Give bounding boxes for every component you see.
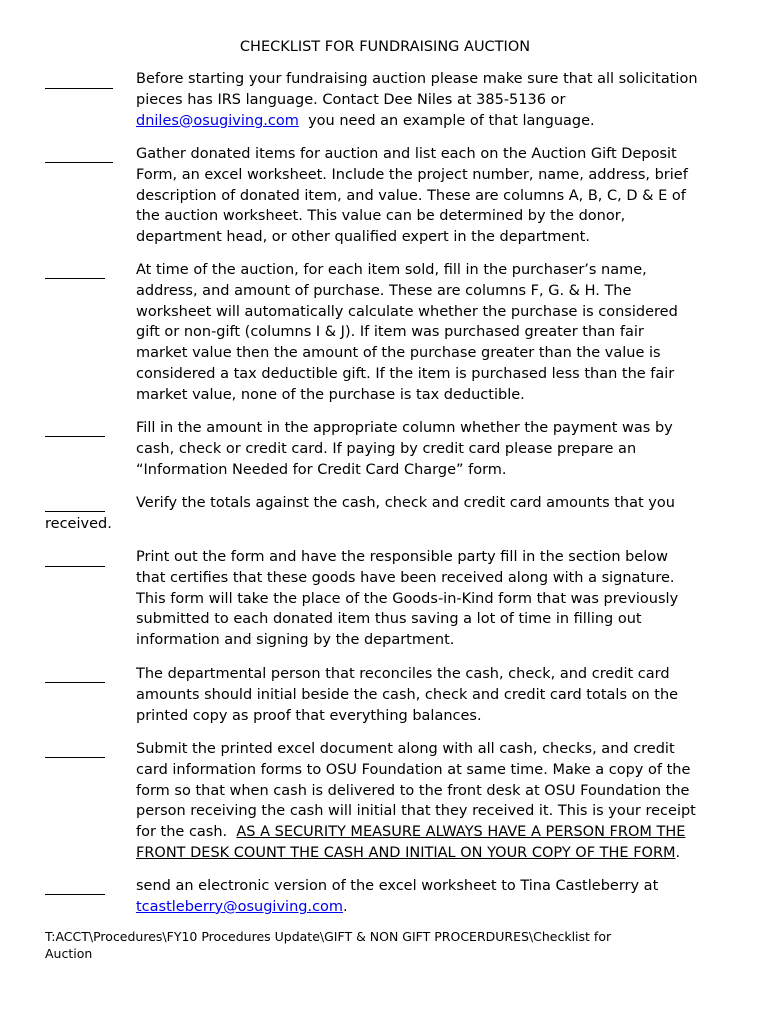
footer-line: T:ACCT\Procedures\FY10 Procedures Update\GIFT & NON GIFT PROCERDURES\Checklist for [45,929,612,944]
item-text-line: that certifies that these goods have been received along with a signature. [136,569,675,586]
checkbox-blank-8[interactable] [45,757,105,758]
item-text-line: the auction worksheet. This value can be determined by the donor, [136,208,626,225]
item-text-line: submitted to each donated item thus saving a lot of time in filling out [136,611,642,628]
checkbox-blank-6[interactable] [45,566,105,567]
item-text-line: pieces has IRS language. Contact Dee Niles at 385-5136 or [136,91,566,108]
item-text-segment: . [343,898,348,915]
item-text-line: market value, none of the purchase is tax deductible. [136,386,525,403]
checkbox-blank-9[interactable] [45,894,105,895]
item-text-line: printed copy as proof that everything balances. [136,707,482,724]
item-text-line: person receiving the cash will initial that they received it. This is your receipt [136,803,696,820]
item-text-line: “Information Needed for Credit Card Charge” form. [136,461,507,478]
checklist-item-7 [136,664,736,726]
item-text-line: Print out the form and have the responsible party fill in the section below [136,549,669,565]
item-text-line: description of donated item, and value. These are columns A, B, C, D & E of [136,187,686,204]
item-text-line: Submit the printed excel document along with all cash, checks, and credit [136,741,675,757]
checklist-item-6 [136,547,736,651]
item-text-line: worksheet will automatically calculate whether the purchase is considered [136,303,678,320]
item-text-line: gift or non-gift (columns I & J). If item was purchased greater than fair [136,324,644,341]
checkbox-blank-5[interactable] [45,511,105,512]
checklist-item-4 [136,418,736,480]
item-text-line: considered a tax deductible gift. If the item is purchased less than the fair [136,365,675,382]
email-link-dniles[interactable]: dniles@osugiving.com [136,112,299,129]
item-text-line: This form will take the place of the Goods-in-Kind form that was previously [136,590,679,607]
item-text-line: Verify the totals against the cash, check and credit card amounts that you [136,495,675,511]
checklist-item-5 [136,493,736,514]
item-text-line: The departmental person that reconciles the cash, check, and credit card [136,666,670,682]
checkbox-blank-7[interactable] [45,682,105,683]
checkbox-blank-1[interactable] [45,88,113,89]
item-text-segment: . [675,844,681,861]
item-text-line: amounts should initial beside the cash, check and credit card totals on the [136,686,679,703]
item-text-line: cash, check or credit card. If paying by credit card please prepare an [136,440,637,457]
security-notice-underlined: FRONT DESK COUNT THE CASH AND INITIAL ON YOUR COPY OF THE FORM [136,844,676,861]
item-text-segment: for the cash. [136,824,237,841]
item-text-segment: you need an example of that language. [298,112,595,129]
email-link-tcastleberry[interactable]: tcastleberry@osugiving.com [136,898,344,915]
item-text-line: address, and amount of purchase. These are columns F, G. & H. The [136,282,632,299]
item-text-line: send an electronic version of the excel worksheet to Tina Castleberry at [136,878,659,894]
checklist-item-8 [136,739,736,864]
item-text-line: form so that when cash is delivered to the front desk at OSU Foundation the [136,782,690,799]
page-title: CHECKLIST FOR FUNDRAISING AUCTION [239,39,531,55]
item-text-line: Gather donated items for auction and list each on the Auction Gift Deposit [136,146,677,162]
item-text-line: At time of the auction, for each item sold, fill in the purchaser’s name, [136,262,647,278]
checkbox-blank-4[interactable] [45,436,105,437]
footer-line: Auction [45,946,93,961]
item-text-line: card information forms to OSU Foundation at same time. Make a copy of the [136,761,691,778]
item-text-line [136,822,736,843]
checklist-item-2 [136,144,736,248]
item-text-line [136,897,736,918]
item-text-line: department head, or other qualified expert in the department. [136,229,590,246]
checkbox-blank-2[interactable] [45,162,113,163]
checklist-item-1 [136,69,736,131]
item-text-line: Form, an excel worksheet. Include the project number, name, address, brief [136,166,688,183]
checkbox-blank-3[interactable] [45,278,105,279]
checklist-item-3 [136,260,736,406]
security-notice-underlined: AS A SECURITY MEASURE ALWAYS HAVE A PERSON FROM THE [236,824,686,841]
item-text-line: information and signing by the department. [136,632,455,649]
item-text-wrap: received. [45,516,112,532]
item-text-line [136,111,736,132]
checklist-item-9 [136,876,736,918]
item-text-line: Before starting your fundraising auction please make sure that all solicitation [136,71,698,87]
item-text-line: market value then the amount of the purchase greater than the value is [136,345,661,362]
item-text-line: Fill in the amount in the appropriate column whether the payment was by [136,420,673,436]
item-text-line [136,843,736,864]
file-path-footer [45,928,735,962]
